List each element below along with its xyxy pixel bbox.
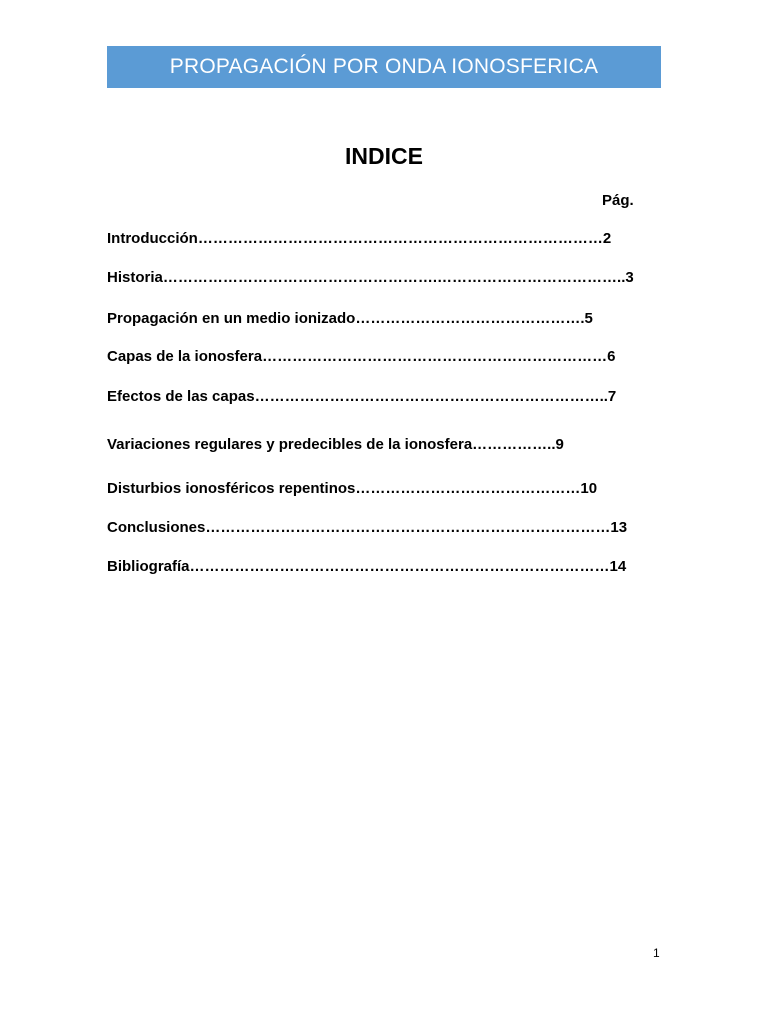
toc-entry-efectos: [107, 388, 616, 405]
toc-entry-title: Conclusiones: [107, 519, 206, 536]
toc-entry-propagacion: [107, 310, 593, 327]
document-header-title: PROPAGACIÓN POR ONDA IONOSFERICA: [169, 55, 599, 78]
toc-entry-page: 6: [607, 348, 616, 365]
toc-entry-introduccion: [107, 230, 611, 247]
toc-entry-leader: ……………..: [472, 436, 556, 453]
toc-entry-disturbios: [107, 480, 597, 497]
toc-entry-page: 14: [609, 558, 627, 575]
index-title: INDICE: [345, 143, 423, 169]
toc-entry-title: Capas de la ionosfera: [107, 348, 263, 365]
toc-entry-page: 10: [580, 480, 598, 497]
toc-entry-page: 13: [610, 519, 628, 536]
toc-entry-leader: ………………………………………………………………………: [205, 519, 611, 536]
toc-entry-leader: …………………………………………………………………………: [189, 558, 610, 575]
toc-entry-page: 3: [625, 269, 634, 286]
document-header-band: [107, 46, 661, 88]
toc-entry-title: Disturbios ionosféricos repentinos: [107, 480, 356, 497]
toc-entry-page: 2: [602, 230, 612, 247]
toc-entry-title: Bibliografía: [107, 558, 190, 575]
toc-entry-title: Propagación en un medio ionizado: [107, 310, 356, 327]
toc-entry-page: 5: [584, 310, 593, 327]
toc-entry-title: Introducción: [107, 230, 198, 247]
toc-entry-historia: [107, 269, 634, 286]
toc-entry-leader: ………………………………………: [355, 480, 581, 497]
toc-entry-title: Efectos de las capas: [107, 388, 255, 405]
toc-entry-title: Historia: [107, 269, 163, 286]
toc-entry-page: 7: [607, 388, 617, 405]
toc-entry-bibliografia: [107, 558, 626, 575]
toc-entry-page: 9: [555, 436, 564, 453]
toc-entry-leader: ……………………………………………………………..: [254, 388, 608, 405]
page-column-label: Pág.: [602, 192, 634, 209]
toc-entry-variaciones: [107, 436, 564, 453]
toc-entry-capas: [107, 348, 615, 365]
toc-entry-conclusiones: [107, 519, 627, 536]
toc-entry-leader: ……………………………………………………………: [262, 348, 608, 365]
page-number: 1: [653, 946, 660, 960]
toc-entry-leader: ………………………………………………………………………: [197, 230, 603, 247]
toc-entry-leader: ……………………………………………….………………………………..: [162, 269, 626, 286]
toc-entry-title: Variaciones regulares y predecibles de la ionosfera: [107, 436, 473, 453]
toc-entry-leader: ……………………………………….: [355, 310, 585, 327]
